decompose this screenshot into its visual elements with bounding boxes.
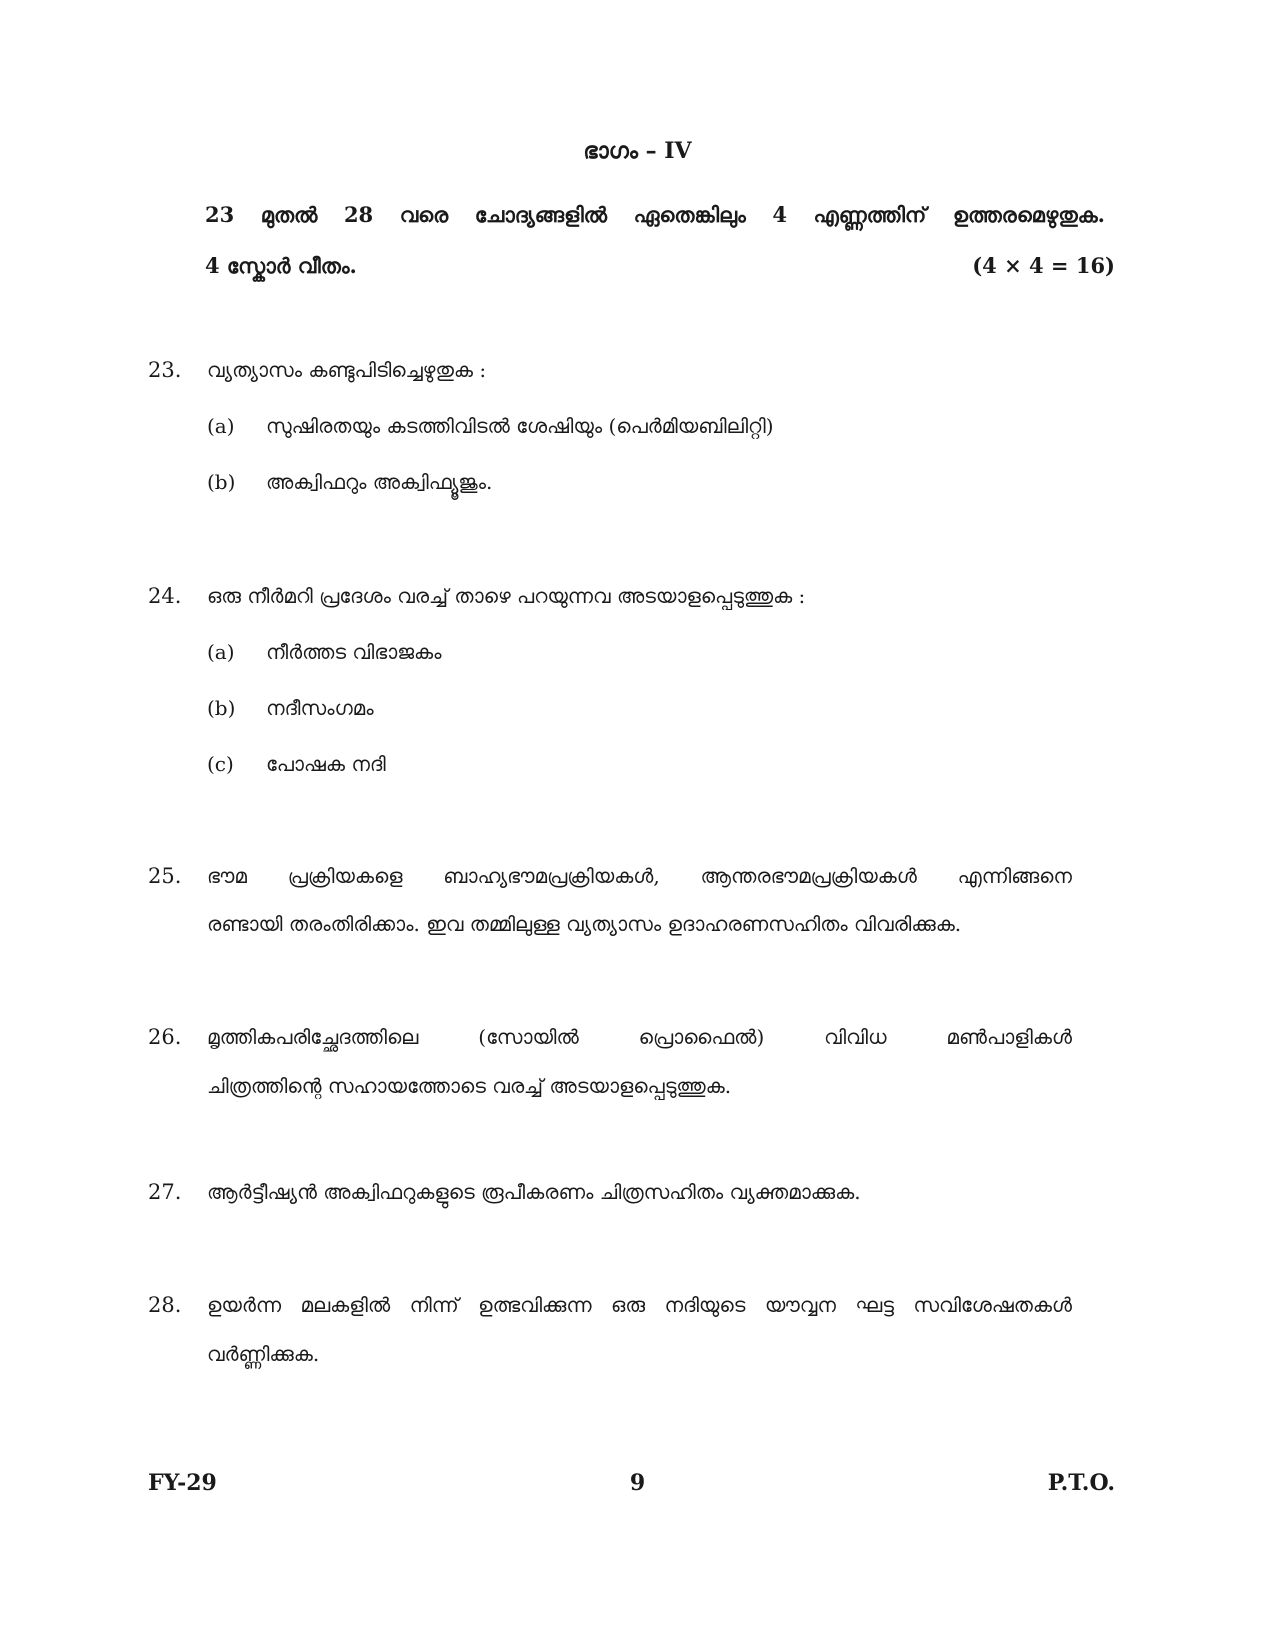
question-number: 28.: [148, 1293, 182, 1317]
sub-question-text: നദീസംഗമം: [266, 696, 374, 720]
instruction-line-1: 23 മുതൽ 28 വരെ ചോദ്യങ്ങളിൽ ഏതെങ്കിലും 4 എണ്ണത്തിന് ഉത്തരമെഴുതുക.: [205, 202, 1105, 227]
question-number: 25.: [148, 864, 182, 888]
instruction-line-2: 4 സ്കോർ വീതം.: [205, 253, 357, 278]
question-text-line-2: രണ്ടായി തരംതിരിക്കാം. ഇവ തമ്മിലുള്ള വ്യത്യാസം ഉദാഹരണസഹിതം വിവരിക്കുക.: [207, 912, 962, 936]
question-text: ആർട്ടീഷ്യൻ അക്വിഫറുകളുടെ രൂപീകരണം ചിത്രസഹിതം വ്യക്തമാക്കുക.: [207, 1180, 861, 1204]
sub-question-text: നീർത്തട വിഭാജകം: [266, 640, 442, 664]
question-text: ഒരു നീർമറി പ്രദേശം വരച്ച് താഴെ പറയുന്നവ അടയാളപ്പെടുത്തുക :: [207, 584, 806, 608]
sub-question-text: പോഷക നദി: [266, 752, 386, 776]
question-number: 23.: [148, 358, 182, 382]
sub-question-label: (a): [207, 640, 235, 664]
sub-question-label: (c): [207, 752, 234, 776]
sub-question-label: (b): [207, 696, 236, 720]
paper-code: FY-29: [148, 1470, 217, 1496]
page-number: 9: [629, 1470, 646, 1496]
question-number: 27.: [148, 1180, 182, 1204]
question-number: 24.: [148, 584, 182, 608]
section-title: ഭാഗം – IV: [583, 138, 692, 164]
sub-question-text: സുഷിരതയും കടത്തിവിടൽ ശേഷിയും (പെർമിയബിലിറ്റി): [266, 414, 774, 438]
question-text-line-2: വർണ്ണിക്കുക.: [207, 1342, 320, 1366]
question-text-line-1: ഭൗമ പ്രക്രിയകളെ ബാഹ്യഭൗമപ്രക്രിയകൾ, ആന്തരഭൗമപ്രക്രിയകൾ എന്നിങ്ങനെ: [207, 864, 1072, 888]
question-number: 26.: [148, 1025, 182, 1049]
sub-question-label: (b): [207, 470, 236, 494]
question-text-line-2: ചിത്രത്തിന്റെ സഹായത്തോടെ വരച്ച് അടയാളപ്പെടുത്തുക.: [207, 1074, 732, 1098]
sub-question-text: അക്വിഫറും അക്വിഫ്യൂജും.: [266, 470, 493, 494]
marks-allocation: (4 × 4 = 16): [972, 253, 1115, 278]
question-text: വ്യത്യാസം കണ്ടുപിടിച്ചെഴുതുക :: [207, 358, 487, 382]
sub-question-label: (a): [207, 414, 235, 438]
please-turn-over: P.T.O.: [1047, 1470, 1115, 1496]
question-text-line-1: മൃത്തികപരിച്ഛേദത്തിലെ (സോയിൽ പ്രൊഫൈൽ) വിവിധ മൺപാളികൾ: [207, 1025, 1072, 1049]
question-text-line-1: ഉയർന്ന മലകളിൽ നിന്ന് ഉത്ഭവിക്കുന്ന ഒരു നദിയുടെ യൗവ്വന ഘട്ട സവിശേഷതകൾ: [207, 1293, 1072, 1317]
